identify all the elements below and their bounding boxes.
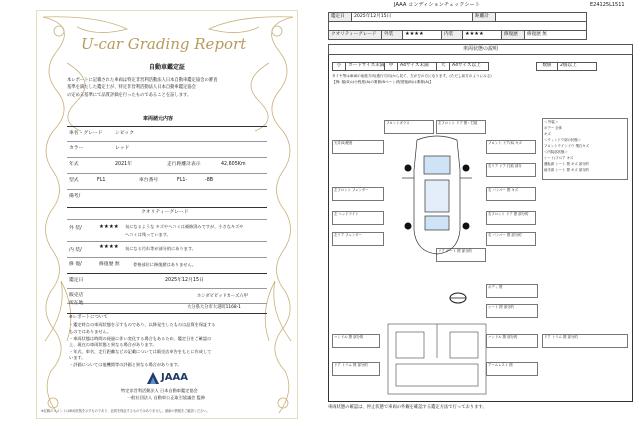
jaaa-logo-icon — [147, 372, 159, 384]
annotation-text: 右 バンパー 擦 キズ — [488, 188, 519, 192]
repair-label: 修復歴 — [501, 30, 525, 40]
body-tail: -8B — [205, 178, 214, 183]
annotation-text: 左リア フェンダー — [334, 233, 362, 237]
car-top-view-diagram — [392, 130, 482, 260]
model-label: 型式 — [69, 178, 79, 183]
condition-check-sheet — [320, 0, 640, 429]
grade-label: 車名・グレード — [69, 131, 103, 136]
repair-value: 修復歴 無 — [99, 262, 120, 267]
side-item: ボデー 全体 — [544, 126, 563, 130]
color-value: レッド — [115, 146, 130, 151]
annotation-text: ドア トリム 擦 部分的 — [544, 335, 578, 339]
location-label: 所在地 — [69, 301, 84, 306]
annotation-text: 天井(S)程度 — [334, 141, 353, 145]
year-value: 2021年 — [115, 162, 133, 167]
annotation-text: シート 擦 部分的 — [488, 305, 514, 309]
count-label: 数値 — [536, 62, 558, 71]
repair-label: 修 復/ — [69, 262, 82, 267]
vehicle-section-title: 車両諸元内容 — [143, 116, 174, 122]
year-label: 年式 — [69, 162, 79, 167]
annotation-text: ドア トリム 擦 部分的 — [334, 363, 368, 367]
side-item: ＜ウィンドウ部の状態＞ — [544, 138, 582, 142]
side-item: ＜内装部状態＞ — [544, 150, 568, 154]
odometer-value: 42,605Km — [221, 162, 246, 167]
legend-line-1: タイヤ等は車両の前進方向(進行方向)から見て、左が左の方になります。(ただし前方のようにみる) — [332, 74, 492, 78]
int-label: 内装 — [441, 30, 463, 40]
annotation-text: ボディ 擦 — [488, 285, 503, 289]
shop-value: ホンダビビッドカーズ六甲 — [197, 294, 248, 299]
shop-label: 販売店 — [69, 293, 84, 298]
certificate-title: 自動車鑑定証 — [149, 64, 186, 71]
body-value: FL1- — [177, 178, 188, 183]
annotation-text: 右リア ドア 打痕 部分 — [488, 164, 522, 168]
side-item: フロントウインドウ 飛石キズ — [544, 144, 589, 148]
size-medium-desc: A4サイズ未満 — [397, 62, 437, 71]
side-title: ＜外装＞ — [544, 120, 559, 124]
size-large: 大 — [436, 62, 450, 71]
bottom-note: 車両状態の確認は、停止状態で車両の外観を確認する鑑定方法で行っております。 — [328, 405, 487, 410]
annotation-text: アームレスト 擦 — [488, 363, 513, 367]
legend-line-2: 【例: 頻(D)は小程度(A)の要修(Bペーン)程度頻(B)は要修(A)】 — [332, 80, 433, 84]
annotation-text: ハンドル 擦 部分的 — [488, 335, 518, 339]
exterior-comment-1: 気になるような キズやヘコミは補修済みですが、小さなキズや — [125, 224, 244, 229]
annotation-text: 右フロント ドア 擦 部分的 — [488, 212, 529, 216]
annotation-text: フロント ドア(S) キズ — [488, 141, 522, 145]
date-label: 鑑定日 — [328, 12, 352, 22]
side-item: シート/フロア キズ — [544, 156, 574, 160]
ext-stars: ★★★★ — [402, 30, 442, 40]
size-small-desc: カードサイズ未満 — [345, 62, 385, 71]
date-value: 2025年12月15日 — [165, 278, 204, 283]
int-stars: ★★★★ — [462, 30, 502, 40]
model-value: FL1 — [97, 178, 106, 183]
interior-diagram — [382, 318, 492, 398]
annotation-text: 右 バンパー 擦 部分的 — [488, 233, 522, 237]
grade-value: シビック — [115, 131, 134, 136]
sheet-title: JAAA コンディションチェックシート — [394, 2, 480, 8]
ext-label: 外装 — [381, 30, 403, 40]
size-small: 小 — [332, 62, 346, 71]
steering-wheel-icon — [448, 291, 468, 305]
repair-comment: 骨格部位に修復歴はありません。 — [133, 262, 197, 267]
footer-note: ※記載のコメントは車両状態を示すものであり、品質を保証するものではありません。最新の情報をご確認ください。 — [41, 409, 210, 413]
quality-grade-title: クオリティーグレード — [141, 210, 189, 215]
interior-label: 内 装/ — [69, 248, 82, 253]
side-item: 助手席 シート 擦 キズ 部分的 — [544, 168, 589, 172]
exterior-comment-2: ヘコミは残っています。 — [125, 232, 171, 237]
document-code: E24125L1511 — [590, 2, 625, 8]
date-value: 2025年12月15日 — [351, 12, 473, 22]
report-notes: ※レポートについて ・鑑定時点の車両状態を示すものであり、以降発生したものは品質を保証する ものではありません。 ・車両状態は時間の経過に伴い変化する場合もあるため、鑑定日をご確認の 上、現在の車両状態と異なる場合があります。 ・年式、車名、走行距離などの記載については販売店申告をもとに作成して います。 ・評価については他機関等の評価と異なる場合があります。 — [69, 315, 216, 367]
remarks-label: 備考/ — [69, 194, 81, 199]
annotation-text: フロントガラス — [386, 121, 410, 125]
exterior-stars: ★★★★ — [99, 224, 119, 230]
odometer-label: 走行距離計表示 — [167, 162, 201, 167]
meter-label: 距離計 — [472, 12, 496, 22]
annotation-text: 左フロント ドア 擦・打痕 — [438, 121, 478, 125]
quality-label: クオリティーグレード — [328, 30, 382, 40]
interior-stars: ★★★★ — [99, 244, 119, 250]
side-item: キズ — [544, 132, 551, 136]
condition-title: 車両状態の説明 — [328, 44, 633, 55]
annotation-text: リア ゲート 擦 部分的 — [438, 249, 472, 253]
org-line-1: 特定非営利活動法人 日本自動車鑑定協会 — [121, 388, 198, 393]
annotation-text: 左フロント フェンダー — [334, 188, 369, 192]
color-label: カラー — [69, 146, 84, 151]
banner-title: U-car Grading Report — [81, 35, 247, 53]
org-line-2: 一般社団法人 自動車公正取引協議会 監修 — [127, 395, 206, 400]
count-desc: 2個以上 — [557, 62, 597, 71]
annotation-text: 左 ヘッドライト — [334, 212, 359, 216]
brand-name: JAAA — [161, 372, 188, 383]
intro-text: 本レポートに記載された車両は特定非営利活動法人日本自動車鑑定協会の審査 基準を満たした鑑定士が、特定非営利活動法人日本自動車鑑定協会 の定める基準にて品質評価を行ったものであることを証します。 — [67, 78, 218, 98]
size-medium: 中 — [384, 62, 398, 71]
size-large-desc: A4サイズ以上 — [449, 62, 489, 71]
exterior-label: 外 装/ — [69, 226, 82, 231]
date-label: 鑑定日 — [69, 278, 84, 283]
repair-value: 修復歴 無 — [524, 30, 587, 40]
location-value: 大分県大分市大道町1168-1 — [187, 305, 241, 310]
annotation-text: ハンドル 擦 部分的 — [334, 335, 364, 339]
interior-comment: 気になる汚れ等が部分的にあります。 — [125, 246, 196, 251]
body-label: 車台番号 — [139, 178, 159, 183]
grading-report-page — [36, 10, 298, 419]
side-item: 運転席 シート 擦 キズ 部分的 — [544, 162, 589, 166]
